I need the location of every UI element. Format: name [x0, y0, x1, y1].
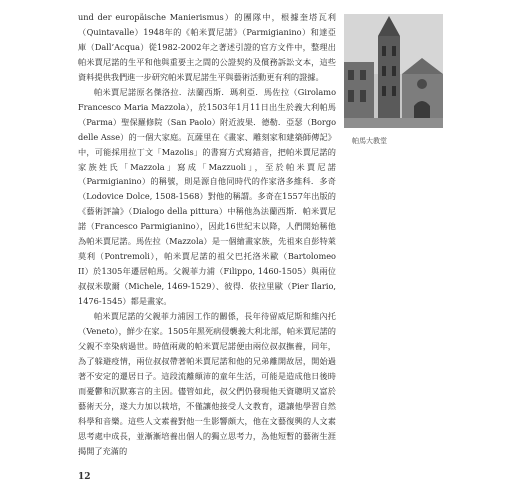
cathedral-photo: [344, 14, 443, 128]
paragraph-2: 帕米賈尼諾原名傑洛拉．法蘭西斯．瑪利亞．馬佐拉（Girolamo Francesco Maria Mazzola），於1503年1月11日出生於義大利帕馬（Parma）聖保羅修院（San Paolo）附近波果．德勒．亞瑟（Borgo delle Asse）的一個大家庭。瓦薩里在《畫家、雕刻家和建築師傳記》中，可能採用拉丁文「Mazolis」的書寫方式寫錯音，把帕米賈尼諾的家族姓氏「Mazzola」寫成「Mazzuoli」，至於帕米賈尼諾（Parmigianino）的稱號，則是源自他同時代的作家洛多維科．多奇（Lodovice Dolce, 1508-1568）對他的稱謂。多奇在1557年出版的《藝術評論》（Dialogo della pittura）中稱他為法蘭西斯．帕米賈尼諾（Francesco Parmigianino），因此16世紀末以降，人們開始稱他為帕米賈尼諾。馬佐拉（Mazzola）是一個繪畫家族，先祖來自彭特萊莫利（Pontremoli），帕米賈尼諾的祖父巴托洛米歐（Bartolomeo II）於1305年遷居帕馬。父親菲力浦（Filippo, 1460-1505）與兩位叔叔米歇爾（Michele, 1469-1529）、彼得．依拉里歐（Pier Ilario, 1476-1545）都是畫家。: [78, 86, 336, 307]
paragraph-3: 帕米賈尼諾的父親菲力浦因工作的關係，長年待留威尼斯和維內托（Veneto），鮮少在家。1505年黑死病侵襲義大利北部，帕米賈尼諾的父親不幸染病過世。時值兩歲的帕米賈尼諾便由兩位叔叔撫養，同年，為了躲避疫情，兩位叔叔帶著帕米賈尼諾和他的兄弟離開故居，開始過著不安定的遷居日子。這段流離顛沛的童年生活，可能是造成他日後時而憂鬱和沉默寡言的主因。儘管如此，叔父們仍發現他天資聰明又富於藝術天分，遂大力加以栽培，不僅讓他接受人文教育，還讓他學習自然科學和音樂。這些人文素養對他一生影響頗大，他在文藝復興的人文素思考處中成長，並漸漸培養出個人的獨立思考力，為他短暫的藝術生涯揭開了充滿的: [78, 311, 336, 456]
paragraph-1: und der europäische Manierismus）的團隊中，根據奎塔瓦利（Quintavalle）1948年的《帕米賈尼諾》（Parmigianino）和達亞庫（Dall’Acqua）從1982-2002年之著述引證的官方文件中，整理出帕米賈尼諾的生平和他與重要主之間的公證契約及償務訴訟文本，這些資料提供我們進一步研究帕米賈尼諾生平與藝術活動更有利的證據。: [78, 12, 336, 82]
photo-caption: 帕馬大教堂: [352, 137, 387, 145]
page-number: 12: [78, 472, 91, 482]
body-text: [78, 10, 336, 459]
